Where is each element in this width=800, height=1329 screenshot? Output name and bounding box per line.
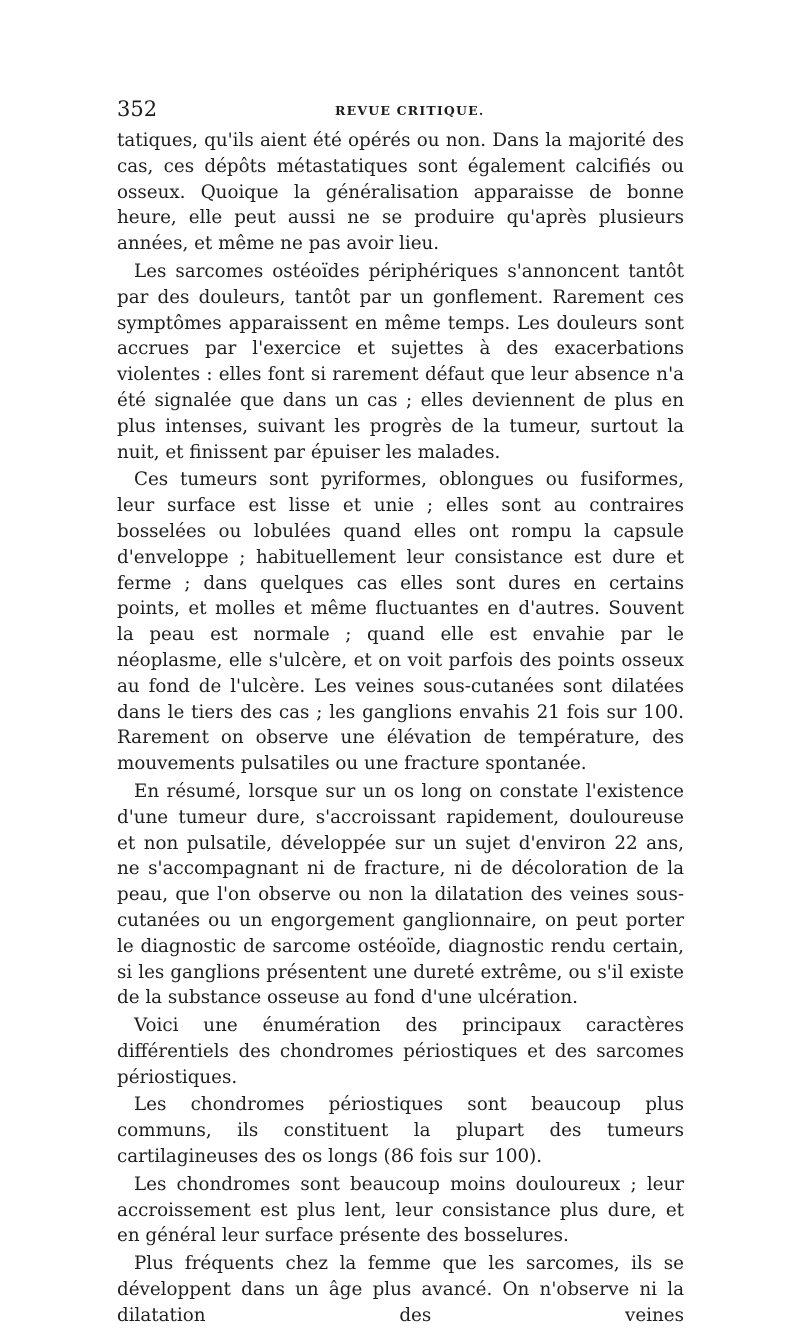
paragraph-3: Ces tumeurs sont pyriformes, oblongues ou fusiformes, leur surface est lisse et unie ; elles sont au contraires bosselées ou lobulées quand elles ont rompu la capsule d'enveloppe ; habituellement leur consistance est dure et ferme ; dans quelques cas elles sont dures en certains points, et molles et même fluctuantes en d'autres. Souvent la peau est normale ; quand elle est envahie par le néoplasme, elle s'ulcère, et on voit parfois des points osseux au fond de l'ulcère. Les veines sous-cutanées sont dilatées dans le tiers des cas ; les ganglions envahis 21 fois sur 100. Rarement on observe une élévation de température, des mouvements pulsatiles ou une fracture spontanée. bbox=[117, 469, 684, 775]
paragraph-6: Les chondromes périostiques sont beaucoup plus communs, ils constituent la plupart des tumeurs cartilagineuses des os longs (86 fois sur 100). bbox=[117, 1094, 684, 1168]
paragraph-2: Les sarcomes ostéoïdes périphériques s'annoncent tantôt par des douleurs, tantôt par un gonflement. Rarement ces symptômes apparaissent en même temps. Les douleurs sont accrues par l'exercice et sujettes à des exacerbations violentes : elles font si rarement défaut que leur absence n'a été signalée que dans un cas ; elles deviennent de plus en plus intenses, suivant les progrès de la tumeur, surtout la nuit, et finissent par épuiser les malades. bbox=[117, 260, 684, 463]
running-title: REVUE CRITIQUE. bbox=[335, 103, 485, 118]
paragraph-7: Les chondromes sont beaucoup moins douloureux ; leur accroissement est plus lent, leur consistance plus dure, et en général leur surface présente des bosselures. bbox=[117, 1173, 684, 1247]
paragraph-8: Plus fréquents chez la femme que les sarcomes, ils se développent dans un âge plus avancé. On n'observe ni la dilatation des veines bbox=[117, 1253, 684, 1326]
paragraph-1: tatiques, qu'ils aient été opérés ou non. Dans la majorité des cas, ces dépôts métastatiques sont également calcifiés ou osseux. Quoique la généralisation apparaisse de bonne heure, elle peut aussi ne se produire qu'après plusieurs années, et même ne pas avoir lieu. bbox=[117, 130, 684, 255]
body-text bbox=[117, 128, 684, 1329]
paragraph-5: Voici une énumération des principaux caractères différentiels des chondromes périostiques et des sarcomes périostiques. bbox=[117, 1015, 684, 1088]
paragraph-4: En résumé, lorsque sur un os long on constate l'existence d'une tumeur dure, s'accroissant rapidement, douloureuse et non pulsatile, développée sur un sujet d'environ 22 ans, ne s'accompagnant ni de fracture, ni de décoloration de la peau, que l'on observe ou non la dilatation des veines sous-cutanées ou un engorgement ganglionnaire, on peut porter le diagnostic de sarcome ostéoïde, diagnostic rendu certain, si les ganglions présentent une dureté extrême, ou s'il existe de la substance osseuse au fond d'une ulcération. bbox=[117, 780, 684, 1009]
running-head bbox=[117, 95, 687, 125]
page-number: 352 bbox=[117, 97, 158, 121]
